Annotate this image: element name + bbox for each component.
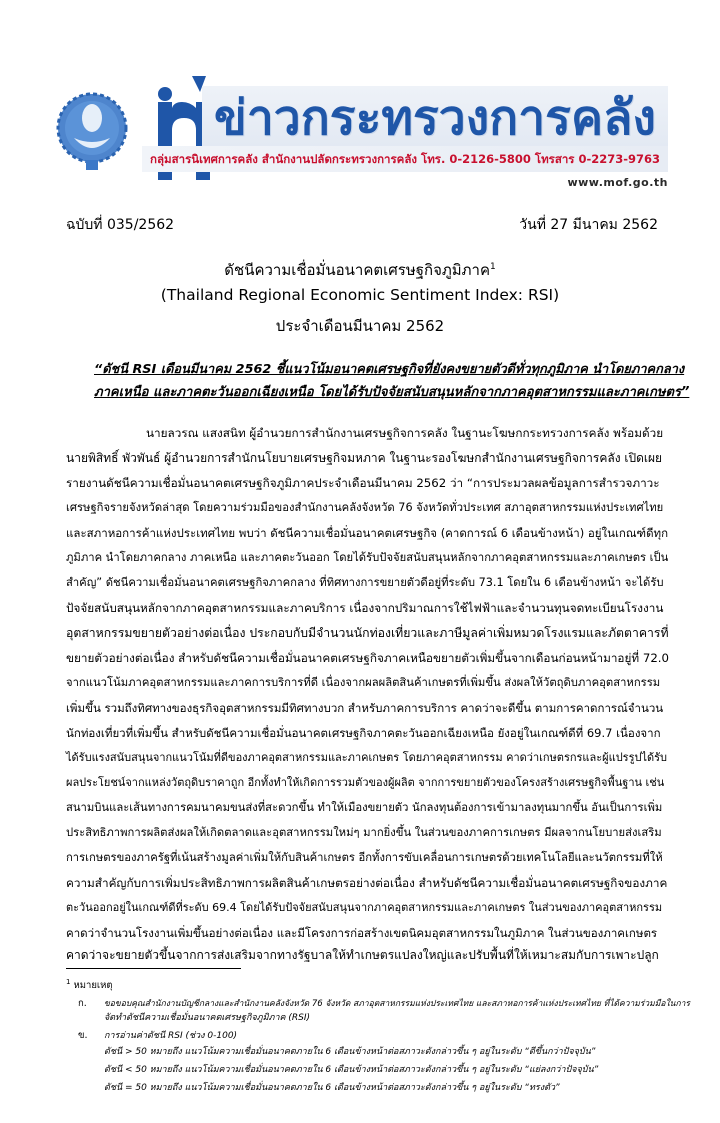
body-line: ผลประโยชน์จากแหล่งวัตถุดิบราคาถูก อีกทั้งทำให้เกิดการรวมตัวของผู้ผลิต จากการขยายตัวของโครงสร้างเศรษฐกิจพื้นฐาน เช่น xyxy=(66,776,665,789)
body-line: นายพิสิทธิ์ พัวพันธ์ ผู้อำนวยการสำนักนโยบายเศรษฐกิจมหภาค ในฐานะรองโฆษกสำนักงานเศรษฐกิจการคลัง เปิดเผย xyxy=(66,451,663,465)
footnote-item-label: ก. xyxy=(78,998,87,1009)
document-period: ประจำเดือนมีนาคม 2562 xyxy=(275,317,445,335)
body-line: การเกษตรของภาครัฐที่เน้นสร้างมูลค่าเพิ่มให้กับสินค้าเกษตร อีกทั้งการขับเคลื่อนการเกษตรด้วยเทคโนโลยีและนวัตกรรมที่ให้ xyxy=(66,851,663,864)
rsi-reading-line: ดัชนี = 50 หมายถึง แนวโน้มความเชื่อมั่นอนาคตภายใน 6 เดือนข้างหน้าต่อสภาวะดังกล่าวขึ้น ๆ อยู่ในระดับ “ทรงตัว” xyxy=(104,1083,560,1093)
document-subtitle: (Thailand Regional Economic Sentiment Index: RSI) xyxy=(160,286,560,304)
body-line: สำคัญ” ดัชนีความเชื่อมั่นอนาคตเศรษฐกิจภาคกลาง ที่ทิศทางการขยายตัวดีอยู่ที่ระดับ 73.1 โดยใน 6 เดือนข้างหน้า จะได้รับ xyxy=(66,576,664,589)
footnote-heading xyxy=(66,978,113,993)
body-line: ประสิทธิภาพการผลิตส่งผลให้เกิดตลาดและอุตสาหกรรมใหม่ๆ มากยิ่งขึ้น ในส่วนของภาคการเกษตร มีผลจากนโยบายส่งเสริม xyxy=(66,826,662,839)
body-line: ได้รับแรงสนับสนุนจากแนวโน้มที่ดีของภาคอุตสาหกรรมและภาคเกษตร โดยภาคอุตสาหกรรม คาดว่าเกษตรกรและผู้แปรรูปได้รับ xyxy=(66,751,668,764)
document-title-text: ดัชนีความเชื่อมั่นอนาคตเศรษฐกิจภูมิภาค xyxy=(224,261,490,279)
footnote-item-label: ข. xyxy=(78,1030,88,1041)
body-line: ปัจจัยสนับสนุนหลักจากภาคอุตสาหกรรมและภาคบริการ เนื่องจากปริมาณการใช้ไฟฟ้าและจำนวนทุนจดทะเบียนโรงงาน xyxy=(66,601,664,615)
body-line: จากแนวโน้มภาคอุตสาหกรรมและภาคการบริการที่ดี เนื่องจากผลผลิตสินค้าเกษตรที่เพิ่มขึ้น ส่งผลให้วัตถุดิบภาคอุตสาหกรรม xyxy=(66,676,661,689)
footnote-divider xyxy=(66,968,241,969)
body-line: นายลวรณ แสงสนิท ผู้อำนวยการสำนักงานเศรษฐกิจการคลัง ในฐานะโฆษกกระทรวงการคลัง พร้อมด้วย xyxy=(146,426,664,440)
body-line: นักท่องเที่ยวที่เพิ่มขึ้น สำหรับดัชนีความเชื่อมั่นอนาคตเศรษฐกิจภาคตะวันออกเฉียงเหนือ ยังอยู่ในเกณฑ์ดีที่ 69.7 เนื่องจาก xyxy=(66,726,661,740)
document-title xyxy=(0,258,720,282)
body-line: เพิ่มขึ้น รวมถึงทิศทางของธุรกิจอุตสาหกรรมมีทิศทางบวก สำหรับภาคการบริการ คาดว่าจะดีขึ้น ตามการคาดการณ์จำนวน xyxy=(66,701,664,715)
banner-website-link[interactable]: www.mof.go.th xyxy=(567,176,668,189)
rsi-reading-line: ดัชนี < 50 หมายถึง แนวโน้มความเชื่อมั่นอนาคตภายใน 6 เดือนข้างหน้าต่อสภาวะดังกล่าวขึ้น ๆ อยู่ในระดับ “แย่ลงกว่าปัจจุบัน” xyxy=(104,1065,599,1075)
body-line: ภูมิภาค นำโดยภาคกลาง ภาคเหนือ และภาคตะวันออก โดยได้รับปัจจัยสนับสนุนหลักจากภาคอุตสาหกรรมและภาคเกษตร เป็น xyxy=(66,551,669,564)
body-line: คาดว่าจำนวนโรงงานเพิ่มขึ้นอย่างต่อเนื่อง และมีโครงการก่อสร้างเขตนิคมอุตสาหกรรมในภูมิภาค ในส่วนของภาคเกษตร xyxy=(66,926,658,940)
footnote-title: หมายเหตุ xyxy=(73,980,113,992)
body-line: เศรษฐกิจรายจังหวัดล่าสุด โดยความร่วมมือของสำนักงานคลังจังหวัด 76 จังหวัดทั่วประเทศ สภาอุตสาหกรรมแห่งประเทศไทย xyxy=(66,501,664,514)
body-line: ตะวันออกอยู่ในเกณฑ์ดีที่ระดับ 69.4 โดยได้รับปัจจัยสนับสนุนจากภาคอุตสาหกรรมและภาคเกษตร ในส่วนของภาคอุตสาหกรรม xyxy=(66,901,663,914)
issue-number: ฉบับที่ 035/2562 xyxy=(66,217,175,233)
ministry-emblem-icon xyxy=(52,88,132,172)
rsi-reading-line: ดัชนี > 50 หมายถึง แนวโน้มความเชื่อมั่นอนาคตภายใน 6 เดือนข้างหน้าต่อสภาวะดังกล่าวขึ้น ๆ อยู่ในระดับ “ดีขึ้นกว่าปัจจุบัน” xyxy=(104,1047,596,1057)
body-line: สนามบินและเส้นทางการคมนาคมขนส่งที่สะดวกขึ้น ทำให้เมืองขยายตัว นักลงทุนต้องการเข้ามาลงทุนมากขึ้น อันเป็นการเพิ่ม xyxy=(66,801,663,814)
body-line: คาดว่าจะขยายตัวขึ้นจากการส่งเสริมจากทางรัฐบาลให้ทำเกษตรแปลงใหญ่และปรับพื้นที่ให้เหมาะสมกับการเพาะปลูก xyxy=(66,948,659,962)
body-line: ขยายตัวอย่างต่อเนื่อง สำหรับดัชนีความเชื่อมั่นอนาคตเศรษฐกิจภาคเหนือขยายตัวเพิ่มขึ้นจากเดือนก่อนหน้ามาอยู่ที่ 72.0 xyxy=(66,651,670,665)
banner-title: ข่าวกระทรวงการคลัง xyxy=(214,90,656,146)
banner-contact: กลุ่มสารนิเทศการคลัง สำนักงานปลัดกระทรวงการคลัง โทร. 0-2126-5800 โทรสาร 0-2273-9763 xyxy=(150,152,661,166)
footnote-item-text: จัดทำดัชนีความเชื่อมั่นอนาคตเศรษฐกิจภูมิภาค (RSI) xyxy=(104,1013,311,1023)
summary-quote-line: ภาคเหนือ และภาคตะวันออกเฉียงเหนือ โดยได้รับปัจจัยสนับสนุนหลักจากภาคอุตสาหกรรมและภาคเกษตร” xyxy=(94,385,690,400)
release-date: วันที่ 27 มีนาคม 2562 xyxy=(519,217,658,233)
summary-quote-line: “ดัชนี RSI เดือนมีนาคม 2562 ชี้แนวโน้มอนาคตเศรษฐกิจที่ยังคงขยายตัวดีทั่วทุกภูมิภาค นำโดยภาคกลาง xyxy=(94,362,685,377)
ministry-banner xyxy=(52,64,668,192)
body-line: และสภาหอการค้าแห่งประเทศไทย พบว่า ดัชนีความเชื่อมั่นอนาคตเศรษฐกิจ (คาดการณ์ 6 เดือนข้างหน้า) อยู่ในเกณฑ์ดีทุก xyxy=(66,526,669,540)
footnote-item-text: การอ่านค่าดัชนี RSI (ช่วง 0-100) xyxy=(104,1031,238,1041)
footnote-item-text: ขอขอบคุณสำนักงานบัญชีกลางและสำนักงานคลังจังหวัด 76 จังหวัด สภาอุตสาหกรรมแห่งประเทศไทย และสภาหอการค้าแห่งประเทศไทย ที่ได้ความร่วมมือในการ xyxy=(104,999,690,1009)
body-line: อุตสาหกรรมขยายตัวอย่างต่อเนื่อง ประกอบกับมีจำนวนนักท่องเที่ยวและภาษีมูลค่าเพิ่มหมวดโรงแรมและภัตตาคารที่ xyxy=(66,626,669,640)
footnote-ref[interactable]: 1 xyxy=(490,262,496,272)
banner-contact-band xyxy=(142,146,668,172)
body-line: ความสำคัญกับการเพิ่มประสิทธิภาพการผลิตสินค้าเกษตรอย่างต่อเนื่อง สำหรับดัชนีความเชื่อมั่นอนาคตเศรษฐกิจของภาค xyxy=(66,876,668,890)
footnote-marker: 1 xyxy=(66,978,71,986)
body-line: รายงานดัชนีความเชื่อมั่นอนาคตเศรษฐกิจภูมิภาคประจำเดือนมีนาคม 2562 ว่า “การประมวลผลข้อมูลการสำรวจภาวะ xyxy=(66,476,660,490)
